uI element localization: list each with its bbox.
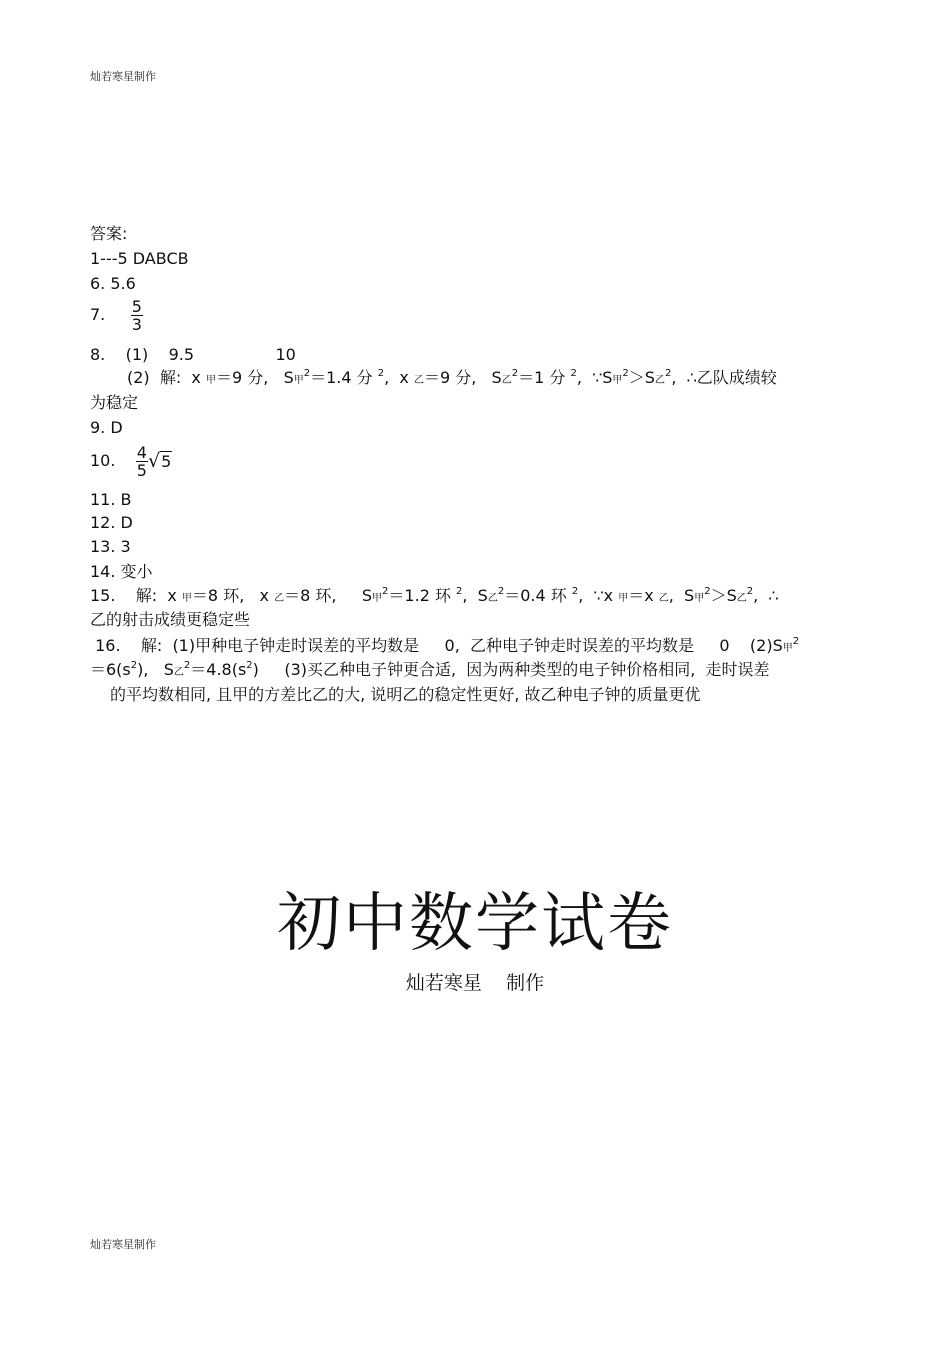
subscript: 甲 — [372, 593, 383, 604]
answer-10 — [90, 444, 172, 479]
text-segment: ＝9 分, S — [423, 368, 502, 387]
text-segment: ＞S — [628, 368, 655, 387]
superscript: 2 — [664, 368, 672, 379]
subscript: 甲 — [293, 375, 304, 386]
text-segment: ＝9 分, S — [215, 368, 294, 387]
superscript: 2 — [303, 368, 311, 379]
answer-15-part1 — [90, 586, 779, 609]
text-segment: , S — [668, 586, 695, 605]
answer-7-denominator: 3 — [131, 315, 142, 334]
subscript: 甲 — [782, 643, 793, 654]
text-segment: ) (3)买乙种电子钟更合适, 因为两种类型的电子钟价格相同, 走时误差 — [252, 660, 770, 679]
superscript: 2 — [622, 368, 629, 379]
text-segment: ＝4.8(s — [190, 660, 247, 679]
text-segment: ＝1.2 环 — [388, 586, 457, 605]
subscript: 甲 — [612, 375, 623, 386]
subscript: 乙 — [501, 375, 512, 386]
superscript: 2 — [704, 586, 711, 597]
page-header: 灿若寒星制作 — [90, 70, 156, 83]
answer-7-label: 7. — [90, 305, 106, 324]
text-segment: , S — [462, 586, 488, 605]
answer-9: 9. D — [90, 418, 123, 437]
superscript: 2 — [382, 586, 389, 597]
subscript: 甲 — [181, 593, 192, 604]
text-segment: , ∴乙队成绩较 — [671, 368, 777, 387]
answer-8-part1: 8. (1) 9.5 10 — [90, 345, 296, 364]
superscript: 2 — [130, 660, 138, 671]
answers-heading: 答案: — [90, 224, 128, 243]
answer-14: 14. 变小 — [90, 562, 153, 581]
text-segment: ＞S — [710, 586, 737, 605]
answer-10-fraction — [136, 444, 148, 479]
text-segment: ＝8 环, S — [284, 586, 373, 605]
text-segment: ), S — [137, 660, 174, 679]
superscript: 2 — [377, 368, 385, 379]
subscript: 乙 — [173, 667, 184, 678]
answer-7-fraction — [131, 298, 143, 333]
answer-10-sqrt — [148, 451, 172, 472]
superscript: 2 — [571, 586, 579, 597]
subscript: 乙 — [736, 593, 747, 604]
text-segment: ＝1 分 — [518, 368, 571, 387]
answer-1-5: 1---5 DABCB — [90, 249, 189, 268]
text-segment: , ∴ — [753, 586, 779, 605]
superscript: 2 — [570, 368, 577, 379]
superscript: 2 — [511, 368, 519, 379]
subscript: 甲 — [694, 593, 705, 604]
answer-7 — [90, 298, 143, 333]
answer-16-part3: 的平均数相同, 且甲的方差比乙的大, 说明乙的稳定性更好, 故乙种电子钟的质量更优 — [110, 685, 701, 704]
text-segment: ＝x — [628, 586, 659, 605]
text-segment: , ∵x — [578, 586, 619, 605]
text-segment: 15. 解: x — [90, 586, 182, 605]
answer-6: 6. 5.6 — [90, 274, 136, 293]
cover-title: 初中数学试卷 — [277, 887, 673, 961]
subscript: 乙 — [658, 593, 669, 604]
cover-author: 灿若寒星 制作 — [405, 972, 545, 994]
superscript: 2 — [497, 586, 505, 597]
text-segment: ＝0.4 环 — [504, 586, 572, 605]
subscript: 乙 — [654, 375, 665, 386]
answer-11: 11. B — [90, 490, 132, 509]
superscript: 2 — [183, 660, 191, 671]
subscript: 乙 — [487, 593, 498, 604]
subscript: 乙 — [413, 375, 424, 386]
superscript: 2 — [792, 636, 800, 647]
subscript: 乙 — [274, 593, 285, 604]
answer-15-part2: 乙的射击成绩更稳定些 — [90, 610, 251, 629]
radical-sign-icon: √ — [147, 450, 161, 472]
subscript: 甲 — [205, 375, 216, 386]
text-segment: (2) 解: x — [127, 368, 206, 387]
answer-8-part3: 为稳定 — [90, 393, 139, 412]
text-segment: ＝6(s — [90, 660, 131, 679]
answer-10-denominator: 5 — [136, 461, 147, 480]
answer-10-numerator: 4 — [136, 443, 147, 462]
text-segment: ＝8 环, x — [191, 586, 275, 605]
subscript: 甲 — [618, 593, 629, 604]
answer-12: 12. D — [90, 513, 133, 532]
text-segment: ＝1.4 分 — [310, 368, 378, 387]
superscript: 2 — [456, 586, 463, 597]
answer-7-numerator: 5 — [131, 297, 142, 316]
page-footer: 灿若寒星制作 — [90, 1238, 156, 1251]
text-segment: 16. 解: (1)甲种电子钟走时误差的平均数是 0, 乙种电子钟走时误差的平均数是 0 (2)S — [90, 636, 783, 655]
answer-10-label: 10. — [90, 451, 116, 470]
answer-16-part2 — [90, 660, 770, 683]
text-segment: , ∵S — [576, 368, 613, 387]
text-segment: , x — [384, 368, 414, 387]
answer-16-part1 — [90, 636, 799, 659]
answer-10-radicand: 5 — [161, 452, 172, 471]
answer-13: 13. 3 — [90, 537, 131, 556]
superscript: 2 — [746, 586, 754, 597]
superscript: 2 — [246, 660, 253, 671]
answer-8-part2 — [127, 368, 777, 391]
